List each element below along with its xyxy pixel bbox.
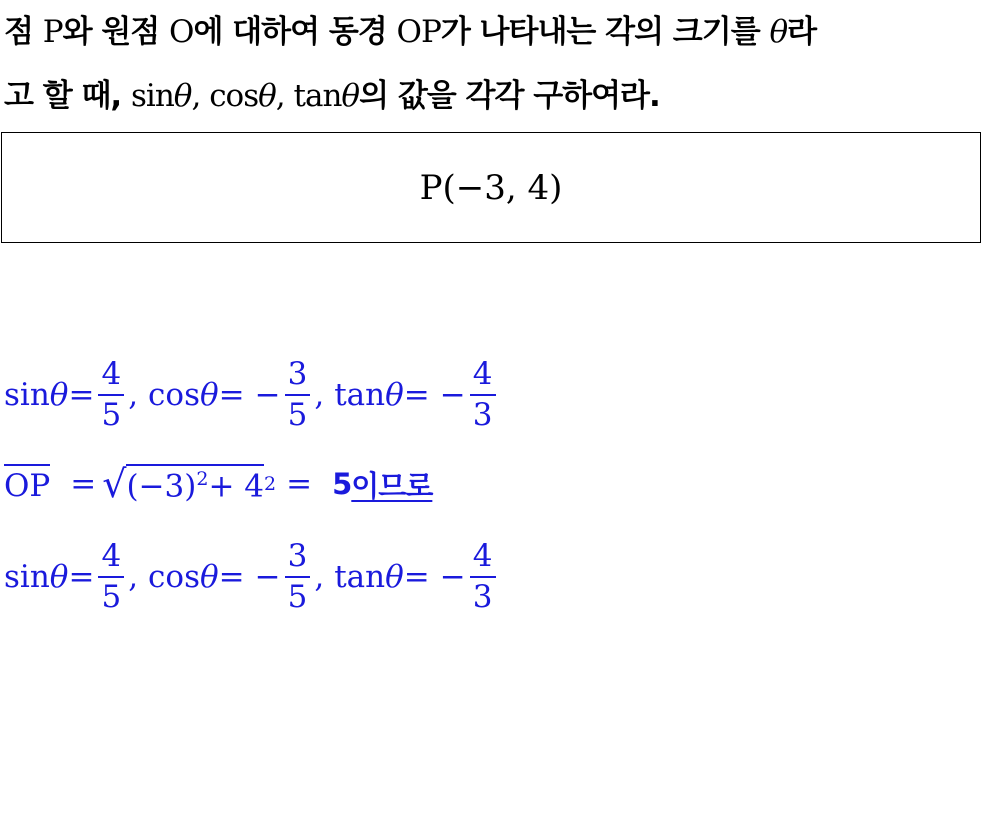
comma: ,	[314, 376, 325, 413]
theta-symbol: θ	[49, 558, 69, 595]
q1-text-e: 에 대하여 동경	[193, 14, 397, 50]
q2-comma-1: ,	[191, 78, 210, 114]
cos-denominator: 5	[285, 576, 311, 614]
theta-symbol: θ	[199, 558, 219, 595]
answer-trig-values-1	[4, 358, 500, 431]
equals-sign: =	[70, 466, 97, 502]
minus-sign: −	[254, 558, 281, 595]
sqrt-symbol: √	[102, 462, 127, 506]
comma: ,	[128, 558, 139, 595]
cos-denominator: 5	[285, 394, 311, 432]
q2-text-a: 고 할 때,	[4, 78, 131, 114]
given-point: P(−3, 4)	[419, 167, 563, 208]
equals-sign: =	[403, 558, 430, 595]
op-result-text: 이므로	[351, 468, 433, 503]
cos-numerator: 3	[287, 538, 308, 574]
cos-label: cos	[148, 376, 200, 413]
comma: ,	[128, 376, 139, 413]
q1-text-g: 가 나타내는 각의 크기를	[440, 14, 770, 50]
q2-text-j: 의 값을 각각 구하여라.	[359, 78, 660, 114]
q1-ray-op: OP	[396, 14, 441, 50]
exponent-1: 2	[196, 467, 209, 490]
theta-symbol: θ	[385, 376, 404, 413]
sin-numerator: 4	[101, 538, 122, 574]
cos-label: cos	[148, 558, 200, 595]
cos-numerator: 3	[287, 356, 308, 392]
q2-sin: sin	[131, 78, 174, 114]
equals-sign: =	[68, 558, 95, 595]
tan-fraction	[470, 358, 496, 431]
sin-fraction	[98, 540, 124, 613]
op-overline: OP	[4, 464, 50, 504]
radicand-term-2: + 4	[208, 468, 265, 505]
equals-sign: =	[403, 376, 430, 413]
comma: ,	[314, 558, 325, 595]
q2-cos: cos	[209, 78, 259, 114]
minus-sign: −	[439, 376, 466, 413]
sin-numerator: 4	[101, 356, 122, 392]
q1-point-p: P	[42, 14, 63, 50]
q1-theta: θ	[769, 14, 788, 50]
q2-theta-2: θ	[258, 78, 276, 114]
minus-sign: −	[254, 376, 281, 413]
tan-denominator: 3	[470, 394, 496, 432]
sin-label: sin	[4, 558, 50, 595]
given-point-box	[1, 132, 981, 243]
sin-label: sin	[4, 376, 50, 413]
radicand-term-1: (−3)	[126, 468, 197, 505]
minus-sign: −	[439, 558, 466, 595]
q2-tan: tan	[293, 78, 342, 114]
theta-symbol: θ	[49, 376, 69, 413]
answer-trig-values-2	[4, 540, 500, 613]
sin-denominator: 5	[98, 576, 124, 614]
tan-numerator: 4	[472, 356, 493, 392]
tan-numerator: 4	[472, 538, 493, 574]
question-line-2	[4, 70, 660, 115]
answer-op-length	[4, 462, 432, 506]
tan-fraction	[470, 540, 496, 613]
sin-fraction	[98, 358, 124, 431]
q1-text-c: 와 원점	[62, 14, 170, 50]
op-result-value: 5	[332, 467, 352, 501]
equals-sign: =	[218, 558, 245, 595]
q2-comma-2: ,	[275, 78, 294, 114]
q2-theta-3: θ	[341, 78, 360, 114]
theta-symbol: θ	[385, 558, 404, 595]
exponent-2: 2	[264, 473, 277, 495]
equals-sign: =	[286, 466, 313, 502]
op-result	[332, 467, 351, 501]
q2-theta-1: θ	[173, 78, 192, 114]
sin-denominator: 5	[98, 394, 124, 432]
tan-label: tan	[334, 376, 386, 413]
question-line-1	[4, 6, 816, 51]
q1-text-a: 점	[4, 14, 43, 50]
cos-fraction	[285, 358, 311, 431]
cos-fraction	[285, 540, 311, 613]
theta-symbol: θ	[199, 376, 219, 413]
equals-sign: =	[68, 376, 95, 413]
sqrt-radicand	[126, 464, 264, 504]
tan-label: tan	[334, 558, 386, 595]
equals-sign: =	[218, 376, 245, 413]
q1-origin-o: O	[169, 14, 194, 50]
tan-denominator: 3	[470, 576, 496, 614]
q1-text-i: 라	[787, 14, 817, 50]
